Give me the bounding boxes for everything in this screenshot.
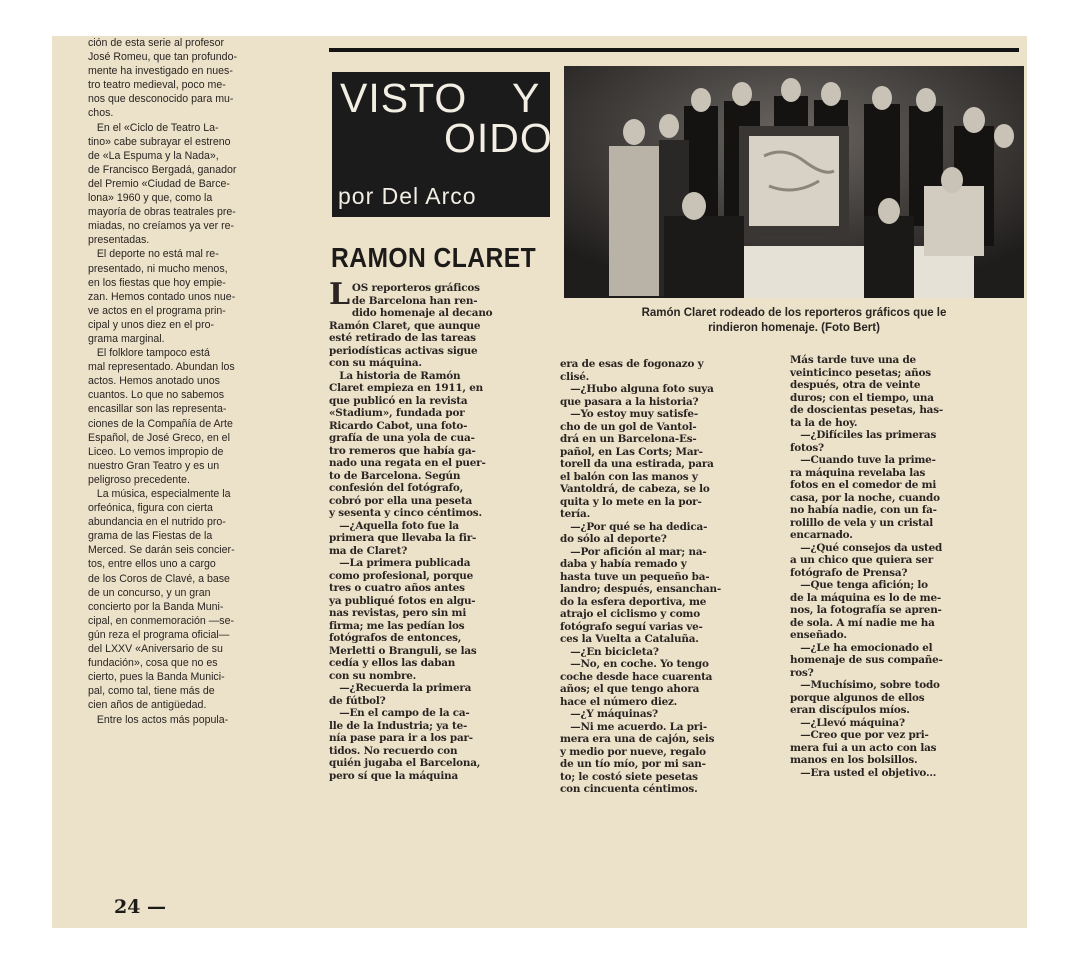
text-line: Más tarde tuve una de <box>790 354 916 366</box>
text-line: «Stadium», fundada por <box>329 407 465 419</box>
text-line: atrajo el ciclismo y como <box>560 608 700 620</box>
text-line: periodísticas activas sigue <box>329 344 478 357</box>
text-line: OS reporteros gráficos <box>351 282 480 294</box>
column-3-text <box>560 358 782 796</box>
caption-line-1: Ramón Claret rodeado de los reporteros gráficos que le <box>641 307 947 319</box>
text-line: —Por afición al mar; na- <box>560 545 707 558</box>
text-line: de un concurso, y un gran <box>88 586 211 599</box>
text-line: Claret empieza en 1911, en <box>329 382 484 394</box>
text-line: coche desde hace cuarenta <box>560 670 713 683</box>
text-line: —Era usted el objetivo... <box>790 766 937 779</box>
text-line: del Premio «Ciudad de Barce- <box>88 177 230 190</box>
text-line: nía pase para ir a los par- <box>329 732 473 744</box>
text-line: ces la Vuelta a Cataluña. <box>560 633 699 645</box>
text-line: ve actos en el programa prin- <box>88 304 226 317</box>
text-line: nado una regata en el puer- <box>329 457 486 469</box>
text-line: nos, la fotografía se apren- <box>790 604 942 616</box>
text-line: fotos en el comedor de mi <box>790 479 937 491</box>
text-line: en los fiestas que hoy empie- <box>88 276 226 289</box>
text-line: nos que desconocido para mu- <box>88 93 234 106</box>
text-line: mera fui a un acto con las <box>790 741 937 754</box>
text-line: —¿Por qué se ha dedica- <box>560 520 708 533</box>
text-line: grama marginal. <box>88 332 165 345</box>
text-line: firma; me las pedían los <box>329 619 465 632</box>
text-line: torell da una estirada, para <box>560 458 714 470</box>
text-line: era de esas de fogonazo y <box>560 358 704 370</box>
text-line: presentadas. <box>88 234 150 247</box>
text-line: del LXXV «Aniversario de su <box>88 643 223 656</box>
column-1-text <box>88 36 300 727</box>
text-line: de la máquina es lo de me- <box>790 591 941 604</box>
text-line: tidos. No recuerdo con <box>329 744 458 757</box>
text-line: do sólo al deporte? <box>560 533 667 545</box>
text-line: tres o cuatro años antes <box>329 582 465 594</box>
photo-caption <box>564 306 1024 336</box>
text-line: cipal y unos diez en el pro- <box>88 318 215 331</box>
text-line: ya publiqué fotos en algu- <box>329 594 476 607</box>
text-line: casa, por la noche, cuando <box>790 491 940 504</box>
text-line: de fútbol? <box>329 694 386 707</box>
text-line: fotógrafo de Prensa? <box>790 566 908 579</box>
text-line: grama de las Fiestas de la <box>88 530 213 543</box>
magazine-page <box>52 36 1027 928</box>
text-line: de Barcelona han ren- <box>351 294 478 307</box>
text-line: —Yo estoy muy satisfe- <box>560 408 698 420</box>
text-line: landro; después, ensanchan- <box>560 583 721 595</box>
text-line: tería. <box>560 508 590 520</box>
text-line: pal, como tal, tiene más de <box>88 685 215 698</box>
text-line: de Francisco Bergadá, ganador <box>88 163 237 176</box>
text-line: homenaje de sus compañe- <box>790 654 943 666</box>
text-line: presentado, ni mucho menos, <box>88 262 228 275</box>
text-line: hace el número diez. <box>560 695 678 708</box>
text-line: ciones de la Compañía de Arte <box>88 417 233 430</box>
column-4-text <box>790 354 1020 779</box>
title-visto: VISTO <box>340 75 468 121</box>
text-line: —Que tenga afición; lo <box>790 579 928 591</box>
text-line: Merced. Se darán seis concier- <box>88 544 235 557</box>
text-line: con su nombre. <box>329 669 417 682</box>
text-line: actos. Hemos anotado unos <box>88 375 220 388</box>
text-line: el balón con las manos y <box>560 470 698 483</box>
text-line: ros? <box>790 666 814 679</box>
group-photo <box>564 66 1024 298</box>
text-line: tino» cabe subrayar el estreno <box>88 135 231 148</box>
text-line: con cincuenta céntimos. <box>560 783 698 795</box>
text-line: abundancia en el nutrido pro- <box>88 516 226 529</box>
text-line: —Muchísimo, sobre todo <box>790 679 940 691</box>
text-line: veinticinco pesetas; años <box>790 366 931 379</box>
text-line: lle de la Industria; ya te- <box>329 719 468 732</box>
text-line: to de Barcelona. Según <box>329 469 461 482</box>
text-line: Ricardo Cabot, una foto- <box>329 419 468 432</box>
text-line: Vantoldrá, de cabeza, se lo <box>560 483 710 495</box>
drop-cap: L <box>329 277 350 312</box>
text-line: y sesenta y cinco céntimos. <box>329 507 482 519</box>
text-line: clisé. <box>560 370 590 383</box>
article-headline: RAMON CLARET <box>331 242 537 273</box>
text-line: Liceo. Lo vemos impropio de <box>88 445 224 458</box>
text-line: hasta tuve un pequeño ba- <box>560 570 710 583</box>
text-line: orfeónica, figura con cierta <box>88 502 213 515</box>
text-line: —Cuando tuve la prime- <box>790 454 936 466</box>
text-line: esté retirado de las tareas <box>329 332 476 344</box>
text-line: Entre los actos más popula- <box>88 713 229 726</box>
text-line: manos en los bolsillos. <box>790 754 918 766</box>
text-line: peligroso precedente. <box>88 473 190 486</box>
text-line: pañol, en Las Corts; Mar- <box>560 445 703 458</box>
text-line: a un chico que quiera ser <box>790 554 933 566</box>
text-line: nas revistas, pero sin mi <box>329 607 467 619</box>
text-line: drá en un Barcelona-Es- <box>560 433 697 445</box>
text-line: —No, en coche. Yo tengo <box>560 658 709 670</box>
text-line: años; el que tengo ahora <box>560 683 700 695</box>
text-line: después, otra de veinte <box>790 379 921 391</box>
text-line: La historia de Ramón <box>329 369 461 382</box>
text-line: de doscientas pesetas, has- <box>790 404 943 416</box>
section-title-box <box>332 72 553 217</box>
text-line: quién jugaba el Barcelona, <box>329 757 481 769</box>
text-line: miadas, no creíamos ya ver re- <box>88 220 235 233</box>
photo-image <box>564 66 1024 298</box>
text-line: cobró por ella una peseta <box>329 494 473 507</box>
text-line: encasillar son las representa- <box>88 403 227 416</box>
text-line: tro teatro medieval, poco me- <box>88 79 226 92</box>
text-line: cuantos. Lo que no sabemos <box>88 389 225 402</box>
text-line: nuestro Gran Teatro y es un <box>88 459 220 472</box>
text-line: —¿Aquella foto fue la <box>329 519 459 532</box>
text-line: ta la de hoy. <box>790 416 858 429</box>
text-line: grafía de una yola de cua- <box>329 432 475 444</box>
text-line: Ramón Claret, que aunque <box>329 319 481 332</box>
text-line: —¿Le ha emocionado el <box>790 641 933 654</box>
text-line: mayoría de obras teatrales pre- <box>88 206 236 219</box>
text-line: cipal, en conmemoración —se- <box>88 614 235 627</box>
byline: por Del Arco <box>338 183 477 209</box>
text-line: que pasara a la historia? <box>560 395 699 408</box>
text-line: —¿Difíciles las primeras <box>790 429 937 441</box>
text-line: —¿En bicicleta? <box>560 645 659 658</box>
text-line: tro remeros que había ga- <box>329 444 476 457</box>
text-line: to; le costó siete pesetas <box>560 770 698 783</box>
text-line: fotos? <box>790 441 824 454</box>
text-line: que publicó en la revista <box>329 394 468 407</box>
text-line: concierto por la Banda Muni- <box>88 600 224 613</box>
text-line: —¿Qué consejos da usted <box>790 541 943 554</box>
text-line: tos, entre ellos uno a cargo <box>88 558 216 571</box>
text-line: confesión del fotógrafo, <box>329 482 464 494</box>
text-line: ción de esta serie al profesor <box>88 37 225 49</box>
page-number: 24 — <box>114 896 167 918</box>
text-line: fundación», cosa que no es <box>88 657 218 670</box>
column-2-text <box>329 277 549 782</box>
text-line: —La primera publicada <box>329 557 471 569</box>
text-line: no había nadie, con un fa- <box>790 504 937 516</box>
text-line: mente ha investigado en nues- <box>88 65 233 78</box>
text-line: Español, de José Greco, en el <box>88 431 230 444</box>
text-line: ma de Claret? <box>329 544 408 557</box>
text-line: —¿Llevó máquina? <box>790 716 905 729</box>
text-line: José Romeu, que tan profundo- <box>88 51 237 64</box>
text-line: cho de un gol de Vantol- <box>560 420 697 433</box>
text-line: fotógrafo seguí varias ve- <box>560 620 703 633</box>
text-line: encarnado. <box>790 529 853 541</box>
text-line: —Creo que por vez pri- <box>790 729 929 741</box>
text-line: de sola. A mí nadie me ha <box>790 616 935 629</box>
text-line: —En el campo de la ca- <box>329 707 470 719</box>
text-line: lona» 1960 y que, como la <box>88 192 213 205</box>
text-line: cedía y ellos las daban <box>329 657 456 669</box>
text-line: de un tío mío, por mi san- <box>560 758 706 770</box>
text-line: —Ni me acuerdo. La pri- <box>560 720 707 733</box>
text-line: con su máquina. <box>329 357 422 369</box>
text-line: enseñado. <box>790 629 847 641</box>
text-line: de los Coros de Clavé, a base <box>88 572 230 585</box>
title-y: Y <box>512 75 540 121</box>
text-line: La música, especialmente la <box>88 488 231 500</box>
text-line: de «La Espuma y la Nada», <box>88 149 219 162</box>
text-line: —¿Recuerda la primera <box>329 682 472 694</box>
text-line: chos. <box>88 107 114 120</box>
text-line: cierto, pues la Banda Munici- <box>88 671 225 684</box>
text-line: El folklore tampoco está <box>88 347 210 360</box>
text-line: En el «Ciclo de Teatro La- <box>88 121 219 134</box>
text-line: ra máquina revelaba las <box>790 466 926 479</box>
text-line: cien años de antigüedad. <box>88 699 207 712</box>
text-line: mal representado. Abundan los <box>88 361 235 374</box>
text-line: y medio por nueve, regalo <box>560 745 706 758</box>
text-line: eran discípulos míos. <box>790 704 910 716</box>
text-line: do la esfera deportiva, me <box>560 595 707 608</box>
text-line: porque algunos de ellos <box>790 691 925 704</box>
text-line: rolillo de vela y un cristal <box>790 516 934 529</box>
text-line: fotógrafos de entonces, <box>329 632 462 644</box>
text-line: duros; con el tiempo, una <box>790 391 934 404</box>
text-line: como profesional, porque <box>329 569 474 582</box>
caption-line-2: rindieron homenaje. (Foto Bert) <box>708 322 880 334</box>
text-line: primera que llevaba la fir- <box>329 532 477 544</box>
text-line: El deporte no está mal re- <box>88 248 219 261</box>
title-oido: OIDO <box>444 115 553 161</box>
text-line: mera era una de cajón, seis <box>560 733 715 745</box>
text-line: Merletti o Branguli, se las <box>329 644 477 657</box>
text-line: gún reza el programa oficial— <box>88 628 230 641</box>
text-line: zan. Hemos contado unos nue- <box>88 290 236 303</box>
text-line: daba y había remado y <box>560 558 687 570</box>
top-rule <box>329 48 1019 52</box>
text-line: —¿Hubo alguna foto suya <box>560 383 714 395</box>
text-line: —¿Y máquinas? <box>560 708 658 720</box>
text-line: quita y lo mete en la por- <box>560 495 702 508</box>
text-line: dido homenaje al decano <box>351 307 493 319</box>
text-line: pero sí que la máquina <box>329 769 459 782</box>
